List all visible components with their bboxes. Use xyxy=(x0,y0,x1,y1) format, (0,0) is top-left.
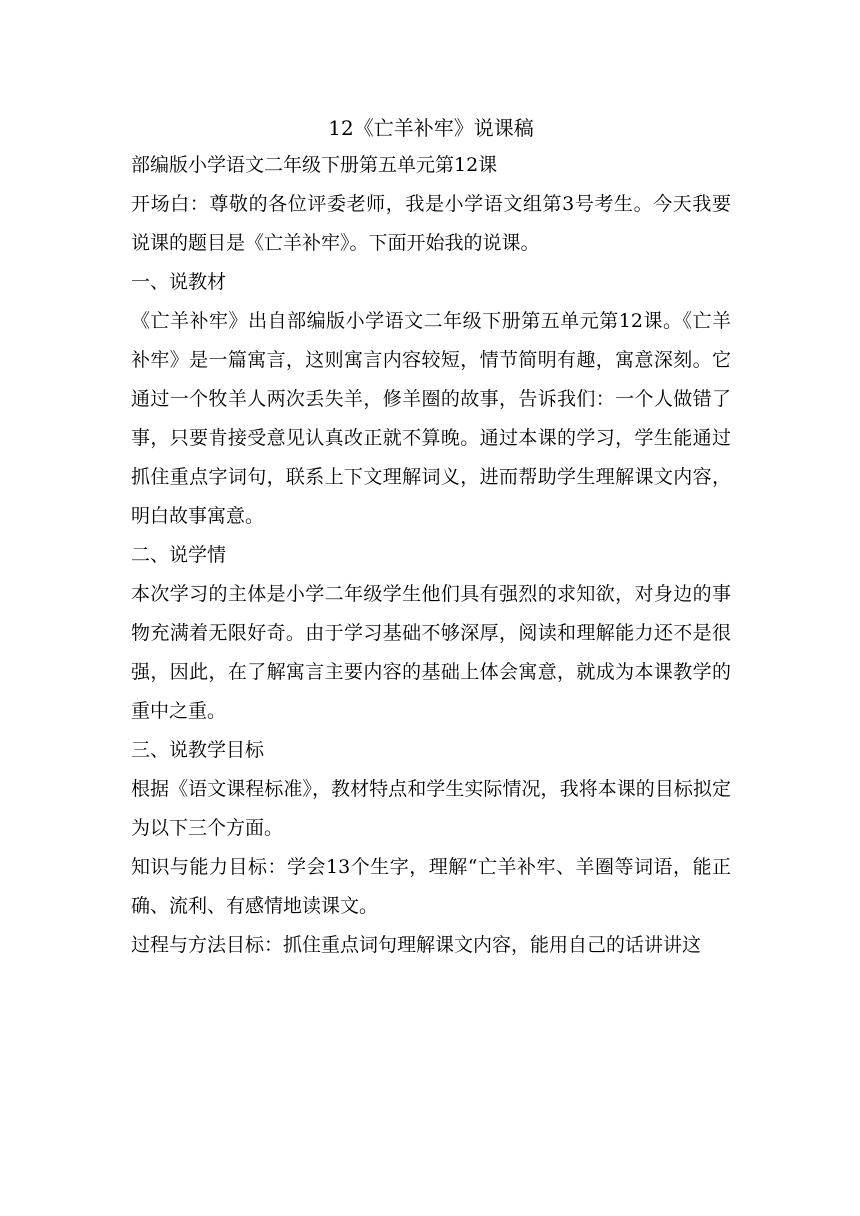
document-body xyxy=(131,110,731,965)
document-title: 12《亡羊补牢》说课稿 xyxy=(328,116,534,140)
lesson-source-line: 部编版小学语文二年级下册第五单元第12课 xyxy=(131,154,498,176)
process-method-objective-paragraph: 过程与方法目标：抓住重点词句理解课文内容，能用自己的话讲讲这 xyxy=(131,934,702,956)
section-heading-student-analysis: 二、说学情 xyxy=(131,544,227,566)
opening-remarks-paragraph: 开场白：尊敬的各位评委老师，我是小学语文组第3号考生。今天我要说课的题目是《亡羊补牢》。下面开始我的说课。 xyxy=(131,193,731,254)
section-heading-textbook: 一、说教材 xyxy=(131,271,227,293)
student-analysis-paragraph: 本次学习的主体是小学二年级学生他们具有强烈的求知欲，对身边的事物充满着无限好奇。由于学习基础不够深厚，阅读和理解能力还不是很强，因此，在了解寓言主要内容的基础上体会寓意，就成为本课教学的重中之重。 xyxy=(131,583,731,722)
objectives-intro-paragraph: 根据《语文课程标准》，教材特点和学生实际情况，我将本课的目标拟定为以下三个方面。 xyxy=(131,778,731,839)
knowledge-ability-objective-paragraph: 知识与能力目标：学会13个生字，理解“亡羊补牢、羊圈等词语，能正确、流利、有感情地读课文。 xyxy=(131,856,731,917)
textbook-analysis-paragraph: 《亡羊补牢》出自部编版小学语文二年级下册第五单元第12课。《亡羊补牢》是一篇寓言，这则寓言内容较短，情节简明有趣，寓意深刻。它通过一个牧羊人两次丢失羊，修羊圈的故事，告诉我们：一个人做错了事，只要肯接受意见认真改正就不算晚。通过本课的学习，学生能通过抓住重点字词句，联系上下文理解词义，进而帮助学生理解课文内容，明白故事寓意。 xyxy=(131,310,731,527)
section-heading-teaching-objectives: 三、说教学目标 xyxy=(131,739,265,761)
